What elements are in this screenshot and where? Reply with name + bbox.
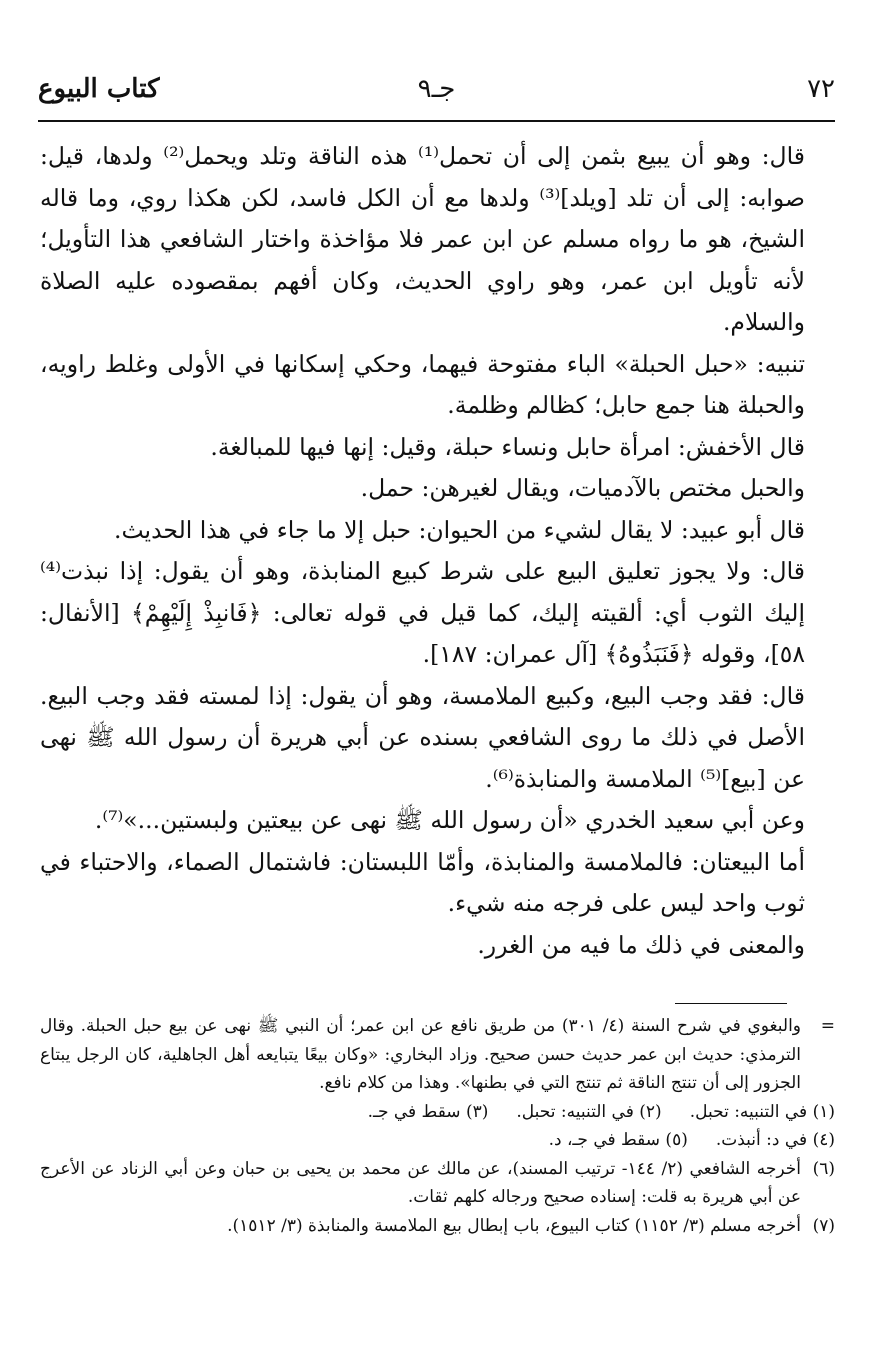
footnote-1 [690,1098,835,1127]
paragraph: قال: فقد وجب البيع، وكبيع الملامسة، وهو أن يقول: إذا لمسته فقد وجب البيع. الأصل في ذلك ما روى الشافعي بسنده عن أبي هريرة أن رسول الله ﷺ نهى عن [بيع]⁽⁵⁾ الملامسة والمنابذة⁽⁶⁾. [40,681,805,793]
footnote-mark: (٤) [812,1130,835,1150]
paragraph: والمعنى في ذلك ما فيه من الغرر. [477,930,805,959]
footnote-text: في د: أنبذت. [715,1130,808,1150]
footnote-5 [549,1126,688,1155]
footnote-mark: (٦) [812,1158,835,1179]
footnote-rule [675,1003,787,1004]
page-number: ٧٢ [807,74,835,104]
footnote-row [40,1098,835,1127]
footnote-mark: (١) [812,1101,835,1122]
paragraph: تنبيه: «حبل الحبلة» الباء مفتوحة فيهما، وحكي إسكانها في الأولى وغلط راويه، والحبلة هنا جمع حابل؛ كظالم وظلمة. [40,349,805,419]
footnote-continuation [40,1012,835,1098]
footnote-mark: (٢) [639,1101,662,1122]
book-title: كتاب البيوع [38,74,160,104]
paragraph: وعن أبي سعيد الخدري «أن رسول الله ﷺ نهى عن بيعتين ولبستين...»⁽⁷⁾. [94,806,805,834]
footnote-text: أخرجه الشافعي (٢/ ١٤٤- ترتيب المسند)، عن مالك عن محمد بن يحيى بن حبان وعن أبي الزناد عن الأعرج عن أبي هريرة به قلت: إسناده صحيح ورجاله كلهم ثقات. [40,1158,801,1207]
footnote-mark: (٥) [665,1130,688,1150]
footnote-text: سقط في جـ. [367,1101,461,1122]
volume-label: جـ٩ [417,74,456,104]
footnote-mark: (٧) [812,1215,835,1236]
paragraph: قال أبو عبيد: لا يقال لشيء من الحيوان: حبل إلا ما جاء في هذا الحديث. [113,515,805,544]
paragraph: قال: ولا يجوز تعليق البيع على شرط كبيع المنابذة، وهو أن يقول: إذا نبذت⁽⁴⁾ إليك الثوب أي: ألقيته إليك، كما قيل في قوله تعالى: ﴿فَانبِذْ إِلَيْهِمْ﴾ [الأنفال: ٥٨]، وقوله ﴿فَنَبَذُوهُ﴾ [آل عمران: ١٨٧]. [40,557,805,668]
main-text [40,136,835,966]
footnote-7 [40,1212,835,1241]
header-rule [38,120,835,122]
footnote-3 [368,1098,489,1127]
footnote-mark: (٣) [465,1101,489,1122]
footnote-mark: = [820,1016,835,1036]
paragraph: قال: وهو أن يبيع بثمن إلى أن تحمل⁽¹⁾ هذه الناقة وتلد ويحمل⁽²⁾ ولدها، قيل: صوابه: إلى أن تلد [ويلد]⁽³⁾ ولدها مع أن الكل فاسد، لكن هكذا روي، وما قاله الشيخ، هو ما رواه مسلم عن ابن عمر فلا مؤاخذة واختار الشافعي هذا التأويل؛ لأنه تأويل ابن عمر، وهو راوي الحديث، وكان أفهم بمقصوده عليه الصلاة والسلام. [40,142,806,336]
footnote-text: في التنبيه: تحبل. [516,1101,634,1122]
footnote-4 [716,1126,835,1155]
footnote-text: في التنبيه: تحبل. [689,1101,808,1122]
footnote-text: أخرجه مسلم (٣/ ١١٥٢) كتاب البيوع، باب إبطال بيع الملامسة والمنابذة (٣/ ١٥١٢). [227,1215,801,1236]
page-header [38,74,835,114]
paragraph: قال الأخفش: امرأة حابل ونساء حبلة، وقيل: إنها فيها للمبالغة. [210,432,805,461]
footnotes [40,1012,835,1240]
footnote-text: سقط في جـ، د. [548,1130,661,1150]
footnote-2 [516,1098,661,1127]
footnote-text: والبغوي في شرح السنة (٤/ ٣٠١) من طريق نافع عن ابن عمر؛ أن النبي ﷺ نهى عن بيع حبل الحبلة. وقال الترمذي: حديث ابن عمر حديث حسن صحيح. وزاد البخاري: «وكان بيعًا يتبايعه أهل الجاهلية، كان الرجل يبتاع الجزور إلى أن تنتج الناقة ثم تنتج التي في بطنها». وهذا من كلام نافع. [40,1016,801,1093]
paragraph: والحبل مختص بالآدميات، ويقال لغيرهن: حمل. [360,474,805,502]
footnote-row [40,1126,835,1155]
paragraph: أما البيعتان: فالملامسة والمنابذة، وأمّا اللبستان: فاشتمال الصماء، والاحتباء في ثوب واحد ليس على فرجه منه شيء. [40,847,805,917]
footnote-6 [40,1155,835,1212]
